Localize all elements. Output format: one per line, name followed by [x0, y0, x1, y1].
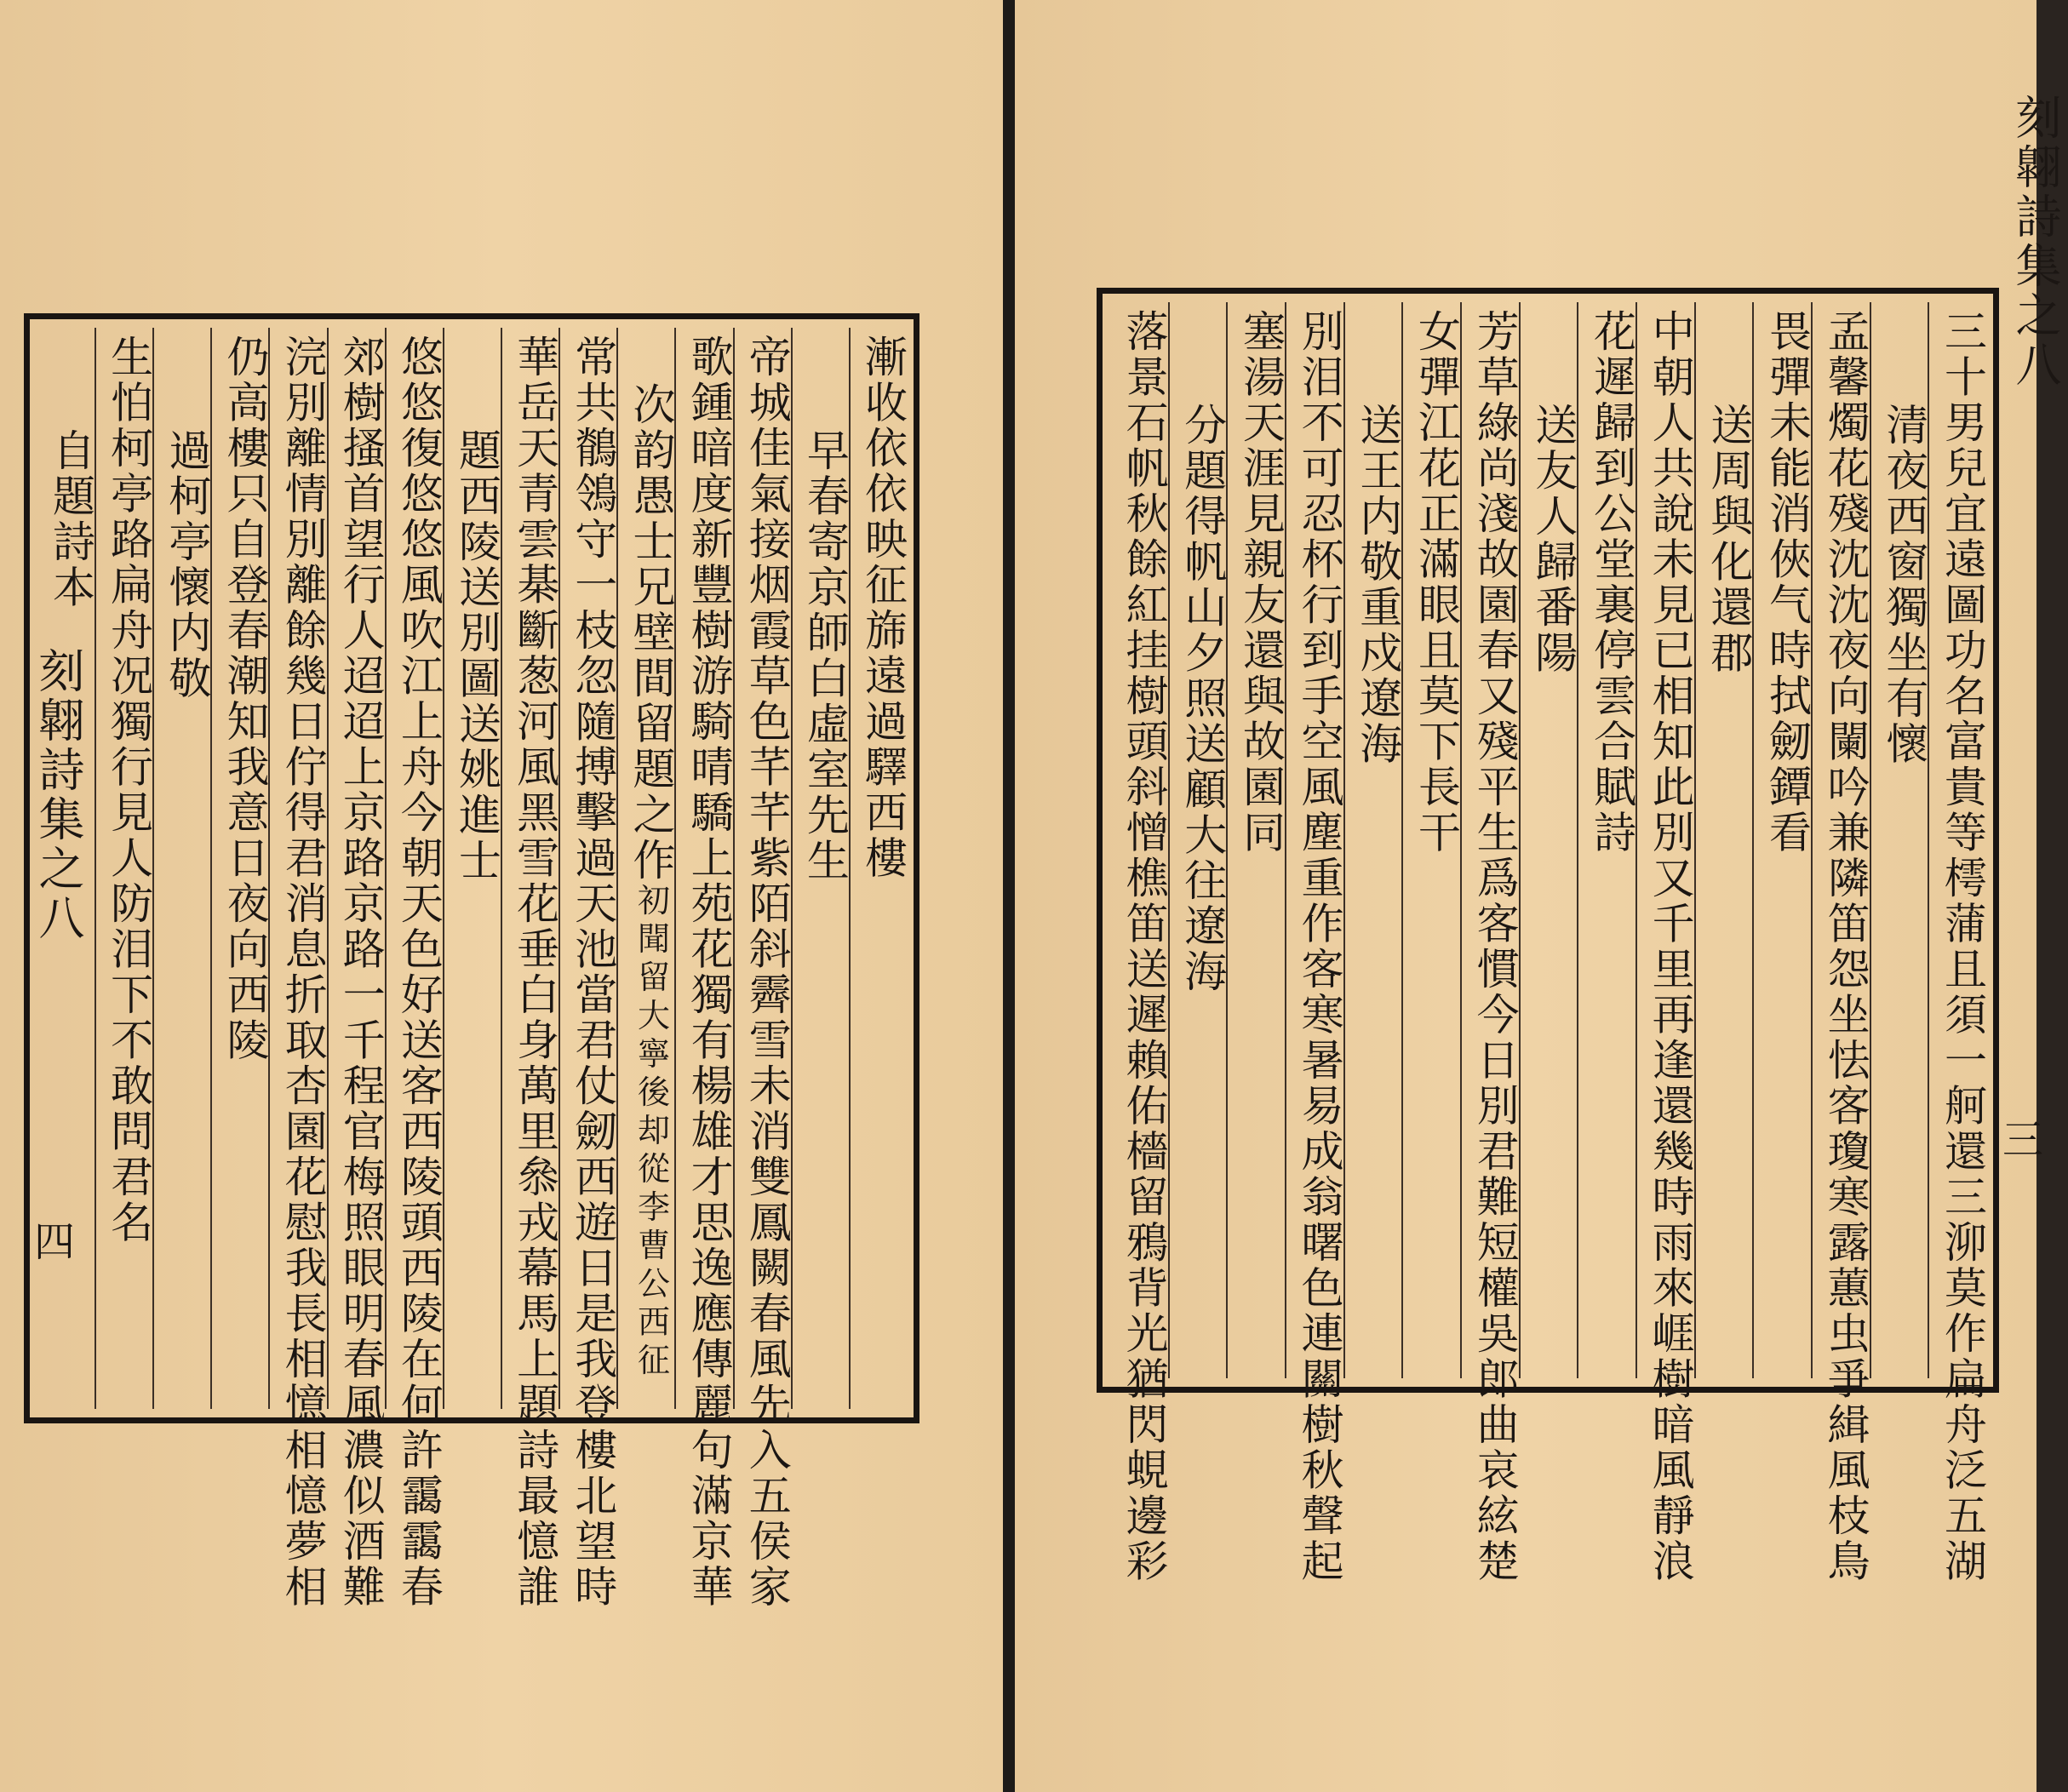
column-text: 帝城佳氣接烟霞草色芊芊紫陌斜霽雪未消雙鳳闕春風先入五侯家 — [742, 335, 792, 1610]
left-column — [268, 328, 328, 1610]
column-text: 三十男兒宜遠圖功名富貴等樗蒲且須一舸還三泖莫作扁舟泛五湖 — [1938, 309, 1987, 1584]
right-page-number: 三 — [2002, 1116, 2044, 1164]
column-text: 孟馨燭花殘沈沈夜向闌吟兼隣笛怨坐怯客瓊寒露蕙虫爭緝風枝鳥 — [1820, 309, 1870, 1584]
left-column — [443, 328, 501, 1409]
column-text: 塞湯天涯見親友還與故園同 — [1235, 309, 1286, 856]
right-column — [1694, 302, 1753, 1378]
right-column — [1285, 302, 1344, 1584]
right-column — [1752, 302, 1811, 1378]
right-column — [1401, 302, 1460, 1378]
right-column — [1928, 302, 1987, 1584]
left-text-frame — [24, 313, 919, 1610]
column-text: 題西陵送別圖送姚進士 — [452, 428, 502, 884]
column-text: 別泪不可忍杯行到手空風塵重作客寒暑易成翁曙色連關樹秋聲起 — [1294, 309, 1344, 1584]
column-text: 悠悠復悠悠風吹江上舟今朝天色好送客西陵頭西陵在何許靄靄春 — [393, 335, 444, 1610]
column-text: 清夜西窗獨坐有懷 — [1879, 403, 1929, 767]
column-text: 畏彈未能消俠气時拭劒鐔看 — [1762, 309, 1812, 856]
column-text: 女彈江花正滿眼且莫下長干 — [1411, 309, 1461, 856]
column-text: 芳草綠尚淺故園春又殘平生爲客慣今日別君難短權吳郎曲哀絃楚 — [1469, 309, 1520, 1584]
column-text: 早春寄京師白虛室先生 — [799, 428, 850, 884]
column-text: 仍高樓只自登春潮知我意日夜向西陵 — [220, 335, 270, 1063]
column-text: 郊樹搔首望行人迢迢上京路京路一千程官梅照眼明春風濃似酒難 — [335, 335, 386, 1610]
right-column — [1343, 302, 1402, 1378]
right-column — [1635, 302, 1695, 1584]
left-column — [385, 328, 444, 1610]
left-page-number: 四 — [34, 1218, 76, 1266]
left-column — [501, 328, 560, 1610]
book-gutter — [1003, 0, 1015, 1792]
left-column — [327, 328, 386, 1610]
column-text: 送周與化還郡 — [1704, 403, 1754, 676]
left-column — [849, 328, 907, 1409]
right-column — [1109, 302, 1169, 1584]
left-column — [616, 328, 674, 1409]
left-column — [791, 328, 849, 1409]
right-column — [1811, 302, 1870, 1584]
column-text: 分題得帆山夕照送顧大往遼海 — [1177, 403, 1228, 995]
left-banxin-title: 刻翺詩集之八 — [32, 647, 85, 943]
right-column — [1870, 302, 1928, 1378]
column-text: 落景石帆秋餘紅挂樹頭斜憎樵笛送遲賴佑檣留鴉背光猶閃蜆邊彩 — [1119, 309, 1169, 1584]
right-column — [1519, 302, 1578, 1378]
left-column — [95, 328, 152, 1409]
left-column — [152, 328, 210, 1409]
right-column — [1168, 302, 1227, 1378]
right-column — [1226, 302, 1285, 1378]
right-text-frame — [1097, 288, 1999, 1584]
column-text: 華岳天青雲棊斷葱河風黑雪花垂白身萬里叅戎幕馬上題詩最憶誰 — [510, 335, 560, 1610]
column-text: 歌鍾暗度新豐樹游騎晴驕上苑花獨有楊雄才思逸應傳麗句滿京華 — [684, 335, 734, 1610]
left-page — [0, 0, 1003, 1792]
column-text: 浣別離情別離餘幾日佇得君消息折取杏園花慰我長相憶相憶夢相 — [278, 335, 328, 1610]
column-text: 生怕柯亭路扁舟况獨行見人防泪下不敢問君名 — [104, 335, 154, 1245]
column-text: 送友人歸番陽 — [1528, 403, 1578, 676]
column-text: 花遲歸到公堂裏停雲合賦詩 — [1586, 309, 1636, 856]
column-text: 漸收依依映征旆遠過驛西樓 — [858, 335, 908, 881]
left-column — [210, 328, 268, 1409]
column-text: 送王内敬重戍遼海 — [1353, 403, 1403, 767]
column-text: 次韵愚士兄壁間留題之作 — [626, 382, 676, 884]
right-page — [1015, 0, 2062, 1792]
right-banxin-title: 刻翺詩集之八 — [2008, 94, 2062, 390]
column-note: 初聞留大寧後却從李曹公西征 — [632, 883, 670, 1382]
right-column — [1460, 302, 1520, 1584]
column-text: 中朝人共說未見已相知此別又千里再逢還幾時雨來崕樹暗風靜浪 — [1645, 309, 1695, 1584]
left-column — [733, 328, 792, 1610]
left-column — [559, 328, 618, 1610]
right-columns — [1103, 294, 1993, 1584]
left-columns — [30, 319, 914, 1610]
column-text: 過柯亭懷内敬 — [162, 428, 212, 701]
column-text: 常共鶺鴒守一枝忽隨搏擊過天池當君仗劒西遊日是我登樓北望時 — [568, 335, 618, 1610]
column-text: 自題詩本 — [46, 428, 96, 610]
left-column — [674, 328, 734, 1610]
right-column — [1577, 302, 1635, 1378]
